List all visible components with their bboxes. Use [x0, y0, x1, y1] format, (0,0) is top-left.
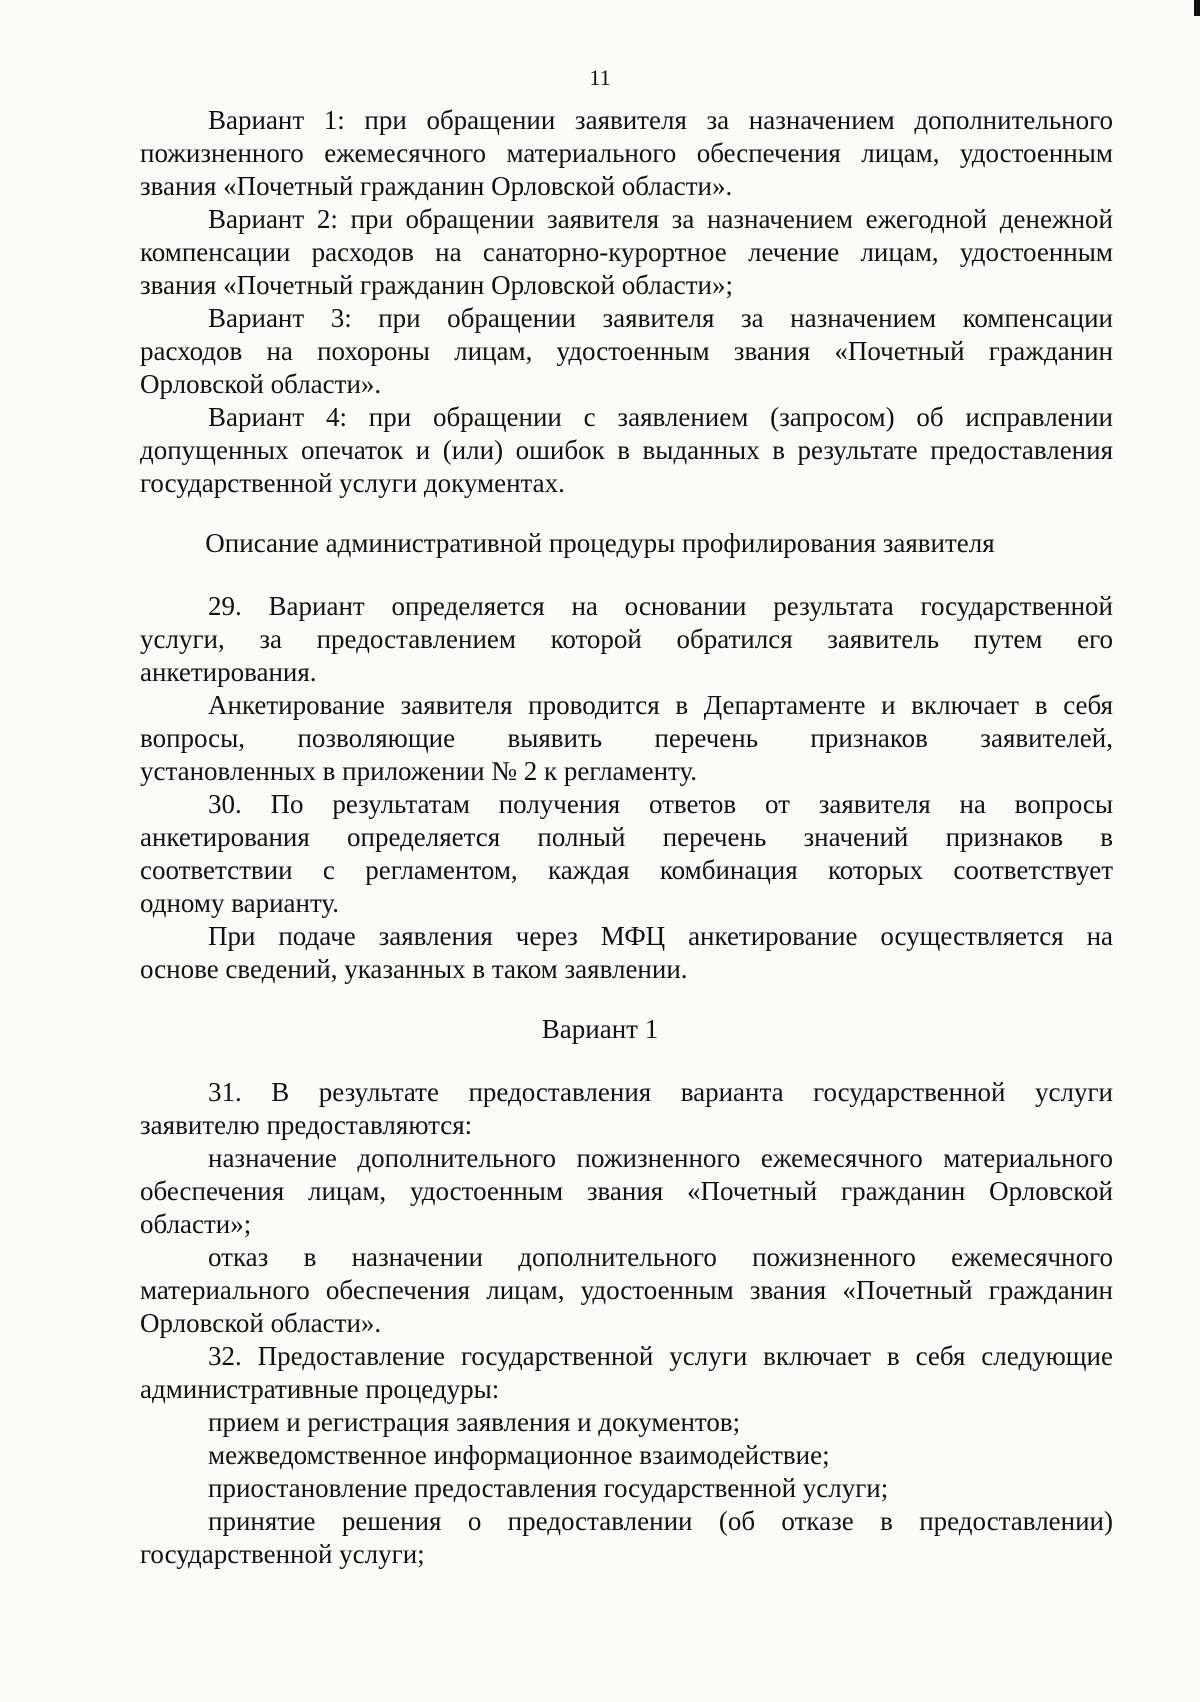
paragraph-line: допущенных опечаток и (или) ошибок в выданных в результате предоставления	[140, 435, 1113, 465]
scan-mark	[1194, 0, 1200, 16]
paragraph-line: звания «Почетный гражданин Орловской области»;	[140, 270, 733, 300]
paragraph-line: государственной услуги документах.	[140, 468, 565, 498]
paragraph-line: материального обеспечения лицам, удостоенным звания «Почетный гражданин	[140, 1275, 1113, 1305]
paragraph-line: 30. По результатам получения ответов от заявителя на вопросы	[208, 789, 1113, 819]
paragraph-line: анкетирования определяется полный перечень значений признаков в	[140, 822, 1113, 852]
section-heading: Описание административной процедуры профилирования заявителя	[205, 528, 995, 558]
paragraph-line: Вариант 2: при обращении заявителя за назначением ежегодной денежной	[208, 204, 1113, 234]
paragraph-line: отказ в назначении дополнительного пожизненного ежемесячного	[208, 1242, 1113, 1272]
paragraph-line: Анкетирование заявителя проводится в Департаменте и включает в себя	[208, 690, 1113, 720]
paragraph-line: области»;	[140, 1209, 252, 1239]
paragraph-line: Вариант 4: при обращении с заявлением (запросом) об исправлении	[208, 402, 1113, 432]
paragraph-line: вопросы, позволяющие выявить перечень признаков заявителей,	[140, 723, 1113, 753]
paragraph-line: административные процедуры:	[140, 1374, 500, 1404]
paragraph-line: обеспечения лицам, удостоенным звания «Почетный гражданин Орловской	[140, 1176, 1113, 1206]
paragraph-line: анкетирования.	[140, 657, 317, 687]
paragraph-line: Орловской области».	[140, 1308, 382, 1338]
paragraph-line: заявителю предоставляются:	[140, 1110, 473, 1140]
paragraph-line: расходов на похороны лицам, удостоенным звания «Почетный гражданин	[140, 336, 1113, 366]
paragraph-line: Орловской области».	[140, 369, 382, 399]
paragraph-line: 29. Вариант определяется на основании результата государственной	[208, 591, 1113, 621]
list-item: государственной услуги;	[140, 1539, 425, 1569]
paragraph-line: Вариант 1: при обращении заявителя за назначением дополнительного	[208, 105, 1113, 135]
paragraph-line: основе сведений, указанных в таком заявлении.	[140, 954, 688, 984]
paragraph-line: назначение дополнительного пожизненного ежемесячного материального	[208, 1143, 1113, 1173]
paragraph-line: Вариант 3: при обращении заявителя за назначением компенсации	[208, 303, 1113, 333]
paragraph-line: услуги, за предоставлением которой обратился заявитель путем его	[140, 624, 1113, 654]
list-item: прием и регистрация заявления и документов;	[208, 1407, 741, 1437]
paragraph-line: 31. В результате предоставления варианта государственной услуги	[208, 1077, 1113, 1107]
page-number: 11	[589, 65, 611, 90]
paragraph-line: 32. Предоставление государственной услуги включает в себя следующие	[208, 1341, 1113, 1371]
list-item: приостановление предоставления государственной услуги;	[208, 1473, 889, 1503]
paragraph-line: компенсации расходов на санаторно-курортное лечение лицам, удостоенным	[140, 237, 1113, 267]
list-item: межведомственное информационное взаимодействие;	[208, 1440, 830, 1470]
paragraph-line: одному варианту.	[140, 888, 339, 918]
paragraph-line: При подаче заявления через МФЦ анкетирование осуществляется на	[208, 921, 1113, 951]
section-heading: Вариант 1	[541, 1014, 659, 1044]
paragraph-line: установленных в приложении № 2 к регламенту.	[140, 756, 698, 786]
paragraph-line: пожизненного ежемесячного материального обеспечения лицам, удостоенным	[140, 138, 1113, 168]
paragraph-line: соответствии с регламентом, каждая комбинация которых соответствует	[140, 855, 1113, 885]
list-item: принятие решения о предоставлении (об отказе в предоставлении)	[208, 1506, 1113, 1536]
paragraph-line: звания «Почетный гражданин Орловской области».	[140, 171, 733, 201]
